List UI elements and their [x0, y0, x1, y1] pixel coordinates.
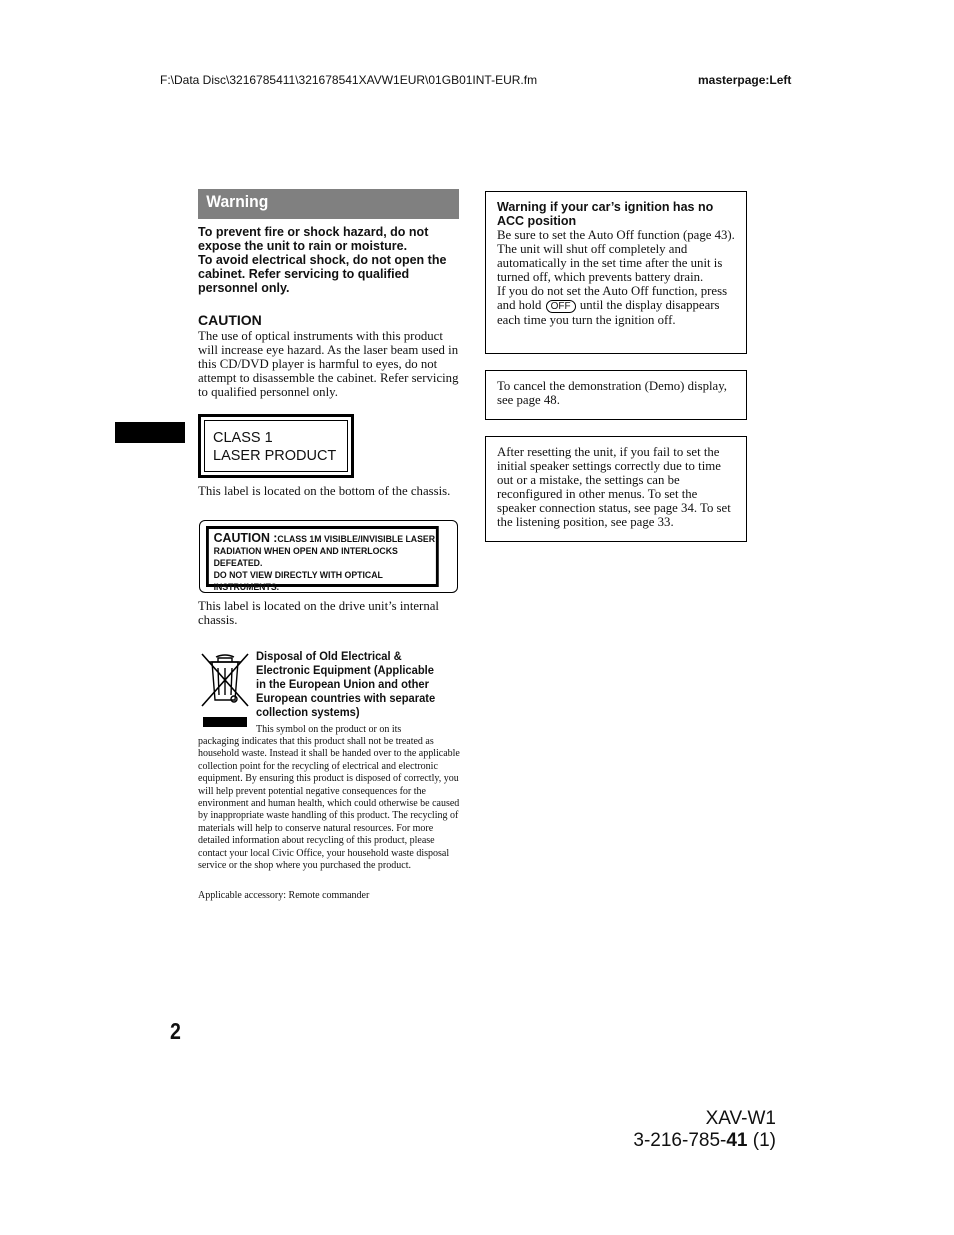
caution-1m-line2: RADIATION WHEN OPEN AND INTERLOCKS DEFEATED. — [213, 546, 398, 568]
off-button-icon: OFF — [546, 300, 576, 313]
shock-warning-text: To avoid electrical shock, do not open the cabinet. Refer servicing to qualified personnel only. — [198, 253, 447, 295]
section-tab-marker — [115, 422, 185, 443]
part-code: 3-216-785-41 (1) — [633, 1130, 776, 1151]
caution-paragraph: The use of optical instruments with this product will increase eye hazard. As the laser beam used in this CD/DVD player is harmful to eyes, do not attempt to disassemble the cabinet. Refer servicing to qualified personnel only. — [198, 329, 459, 399]
warning-title: Warning — [206, 192, 269, 211]
caution-1m-word: CAUTION : — [213, 530, 278, 545]
file-path-header: F:\Data Disc\3216785411\321678541XAVW1EUR\01GB01INT-EUR.fm — [160, 73, 538, 87]
page-number: 2 — [170, 1018, 181, 1044]
reset-settings-box — [485, 436, 747, 542]
caution-heading: CAUTION — [198, 312, 262, 328]
caution-label-location: This label is located on the drive unit’s internal chassis. — [198, 599, 439, 627]
ignition-line3: If you do not set the Auto Off function, press and hold OFF until the display disappears each time you turn the ignition off. — [497, 284, 728, 327]
fire-shock-warning — [198, 225, 466, 295]
caution-1m-label — [199, 520, 458, 593]
model-name: XAV-W1 — [705, 1108, 776, 1129]
masterpage-header: masterpage:Left — [698, 73, 792, 87]
disposal-heading: Disposal of Old Electrical & Electronic Equipment (Applicable in the European Union and other European countries with separate collection systems) — [256, 649, 436, 719]
demo-cancel-text: To cancel the demonstration (Demo) display, see page 48. — [497, 379, 727, 407]
reset-settings-text: After resetting the unit, if you fail to set the initial speaker settings correctly due to time out or a mistake, the settings can be reconfigured in other menus. To set the speaker connection status, see page 34. To set the listening position, see page 33. — [497, 445, 731, 529]
crossed-out-wheelie-bin-icon — [198, 650, 252, 710]
class1-laser-label — [198, 414, 354, 478]
warning-title-bar — [198, 189, 459, 219]
fire-warning-text: To prevent fire or shock hazard, do not expose the unit to rain or moisture. — [198, 225, 429, 253]
class1-line1: CLASS 1 — [213, 430, 273, 446]
ignition-warning-title: Warning if your car’s ignition has no ACC position — [497, 200, 714, 228]
ignition-warning-box — [485, 191, 747, 354]
caution-1m-line3: DO NOT VIEW DIRECTLY WITH OPTICAL INSTRUMENTS. — [213, 570, 383, 592]
ignition-line2: The unit will shut off completely and automatically in the set time after the unit is turned off, which prevents battery drain. — [497, 242, 723, 284]
model-code-block — [610, 1108, 776, 1152]
applicable-accessory: Applicable accessory: Remote commander — [198, 890, 370, 901]
caution-1m-line1: CLASS 1M VISIBLE/INVISIBLE LASER — [277, 534, 436, 544]
class1-line2: LASER PRODUCT — [213, 448, 337, 464]
disposal-paragraph: packaging indicates that this product shall not be treated as household waste. Instead it shall be handed over to the applicable collection point for the recycling of electrical and electronic equipment. By ensuring this product is disposed of correctly, you will help prevent potential negative consequences for the environment and human health, which could otherwise be caused by inappropriate waste handling of this product. The recycling of materials will help to conserve natural resources. For more detailed information about recycling of this product, please contact your local Civic Office, your household waste disposal service or the shop where you purchased the product. — [198, 736, 460, 872]
demo-cancel-box — [485, 370, 747, 420]
ignition-line1: Be sure to set the Auto Off function (page 43). — [497, 228, 735, 242]
disposal-first-line: This symbol on the product or on its — [256, 724, 402, 735]
class1-label-location: This label is located on the bottom of the chassis. — [198, 484, 451, 498]
weee-underline-bar — [203, 717, 247, 727]
